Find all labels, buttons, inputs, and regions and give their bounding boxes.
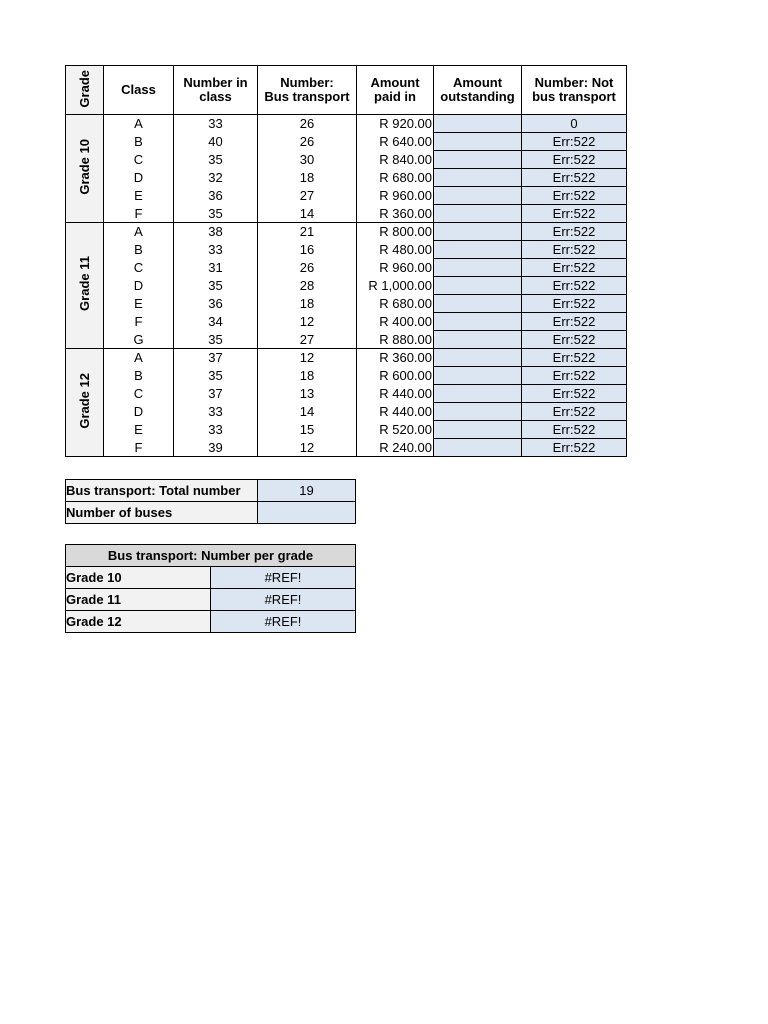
table-row bbox=[66, 241, 627, 259]
class-cell[interactable]: F bbox=[104, 313, 174, 331]
per-grade-row bbox=[66, 611, 356, 633]
amount-outstanding-cell[interactable] bbox=[434, 277, 522, 295]
class-cell[interactable]: D bbox=[104, 169, 174, 187]
amount-outstanding-cell[interactable] bbox=[434, 367, 522, 385]
table-row bbox=[66, 349, 627, 367]
amount-paid-cell[interactable]: R 360.00 bbox=[357, 349, 434, 367]
header-grade[interactable]: Grade bbox=[66, 66, 104, 115]
not-bus-transport-cell[interactable]: Err:522 bbox=[522, 421, 627, 439]
amount-paid-cell[interactable]: R 360.00 bbox=[357, 205, 434, 223]
number-in-class-cell[interactable]: 37 bbox=[174, 385, 258, 403]
not-bus-transport-cell[interactable]: Err:522 bbox=[522, 241, 627, 259]
bus-transport-cell[interactable]: 21 bbox=[258, 223, 357, 241]
table-row bbox=[66, 331, 627, 349]
not-bus-transport-cell[interactable]: Err:522 bbox=[522, 223, 627, 241]
not-bus-transport-cell[interactable]: Err:522 bbox=[522, 367, 627, 385]
table-row bbox=[66, 277, 627, 295]
number-in-class-cell[interactable]: 39 bbox=[174, 439, 258, 457]
amount-outstanding-cell[interactable] bbox=[434, 439, 522, 457]
header-class[interactable]: Class bbox=[104, 66, 174, 115]
not-bus-transport-cell[interactable]: Err:522 bbox=[522, 331, 627, 349]
per-grade-value[interactable]: #REF! bbox=[211, 567, 356, 589]
amount-paid-cell[interactable]: R 800.00 bbox=[357, 223, 434, 241]
amount-paid-cell[interactable]: R 600.00 bbox=[357, 367, 434, 385]
bus-transport-cell[interactable]: 26 bbox=[258, 115, 357, 133]
amount-paid-cell[interactable]: R 840.00 bbox=[357, 151, 434, 169]
per-grade-label[interactable]: Grade 11 bbox=[66, 589, 211, 611]
number-in-class-cell[interactable]: 35 bbox=[174, 151, 258, 169]
class-cell[interactable]: A bbox=[104, 115, 174, 133]
not-bus-transport-cell[interactable]: Err:522 bbox=[522, 439, 627, 457]
table-row bbox=[66, 115, 627, 133]
amount-outstanding-cell[interactable] bbox=[434, 331, 522, 349]
class-cell[interactable]: B bbox=[104, 367, 174, 385]
amount-paid-cell[interactable]: R 920.00 bbox=[357, 115, 434, 133]
amount-paid-cell[interactable]: R 680.00 bbox=[357, 295, 434, 313]
table-row bbox=[66, 403, 627, 421]
amount-outstanding-cell[interactable] bbox=[434, 133, 522, 151]
amount-outstanding-cell[interactable] bbox=[434, 169, 522, 187]
class-cell[interactable]: C bbox=[104, 385, 174, 403]
bus-transport-cell[interactable]: 28 bbox=[258, 277, 357, 295]
header-amount-outstanding[interactable]: Amount outstanding bbox=[434, 66, 522, 115]
per-grade-label[interactable]: Grade 12 bbox=[66, 611, 211, 633]
number-in-class-cell[interactable]: 33 bbox=[174, 421, 258, 439]
bus-transport-cell[interactable]: 14 bbox=[258, 403, 357, 421]
not-bus-transport-cell[interactable]: Err:522 bbox=[522, 187, 627, 205]
per-grade-header-row bbox=[66, 545, 356, 567]
bus-transport-cell[interactable]: 27 bbox=[258, 331, 357, 349]
amount-paid-cell[interactable]: R 880.00 bbox=[357, 331, 434, 349]
table-row bbox=[66, 385, 627, 403]
class-cell[interactable]: G bbox=[104, 331, 174, 349]
bus-transport-table bbox=[65, 65, 627, 457]
class-cell[interactable]: E bbox=[104, 295, 174, 313]
class-cell[interactable]: E bbox=[104, 421, 174, 439]
header-number-in-class[interactable]: Number in class bbox=[174, 66, 258, 115]
table-row bbox=[66, 187, 627, 205]
not-bus-transport-cell[interactable]: Err:522 bbox=[522, 169, 627, 187]
amount-paid-cell[interactable]: R 1,000.00 bbox=[357, 277, 434, 295]
number-in-class-cell[interactable]: 33 bbox=[174, 115, 258, 133]
number-in-class-cell[interactable]: 40 bbox=[174, 133, 258, 151]
not-bus-transport-cell[interactable]: Err:522 bbox=[522, 385, 627, 403]
amount-outstanding-cell[interactable] bbox=[434, 403, 522, 421]
number-in-class-cell[interactable]: 35 bbox=[174, 367, 258, 385]
table-row bbox=[66, 151, 627, 169]
class-cell[interactable]: F bbox=[104, 205, 174, 223]
bus-transport-cell[interactable]: 18 bbox=[258, 169, 357, 187]
class-cell[interactable]: B bbox=[104, 133, 174, 151]
table-row bbox=[66, 169, 627, 187]
header-amount-paid[interactable]: Amount paid in bbox=[357, 66, 434, 115]
amount-paid-cell[interactable]: R 640.00 bbox=[357, 133, 434, 151]
per-grade-row bbox=[66, 567, 356, 589]
grade-group-cell[interactable]: Grade 10 bbox=[66, 115, 104, 223]
number-in-class-cell[interactable]: 36 bbox=[174, 187, 258, 205]
table-row bbox=[66, 295, 627, 313]
bus-transport-cell[interactable]: 26 bbox=[258, 133, 357, 151]
class-cell[interactable]: D bbox=[104, 277, 174, 295]
amount-outstanding-cell[interactable] bbox=[434, 187, 522, 205]
amount-outstanding-cell[interactable] bbox=[434, 115, 522, 133]
total-number-cell[interactable]: 19 bbox=[258, 480, 356, 502]
amount-outstanding-cell[interactable] bbox=[434, 151, 522, 169]
class-cell[interactable]: E bbox=[104, 187, 174, 205]
number-in-class-cell[interactable]: 33 bbox=[174, 403, 258, 421]
total-row bbox=[66, 480, 356, 502]
number-of-buses-cell[interactable] bbox=[258, 502, 356, 524]
bus-transport-cell[interactable]: 15 bbox=[258, 421, 357, 439]
amount-paid-cell[interactable]: R 520.00 bbox=[357, 421, 434, 439]
per-grade-value[interactable]: #REF! bbox=[211, 589, 356, 611]
amount-outstanding-cell[interactable] bbox=[434, 259, 522, 277]
per-grade-label[interactable]: Grade 10 bbox=[66, 567, 211, 589]
number-in-class-cell[interactable]: 38 bbox=[174, 223, 258, 241]
amount-outstanding-cell[interactable] bbox=[434, 313, 522, 331]
class-cell[interactable]: B bbox=[104, 241, 174, 259]
class-cell[interactable]: C bbox=[104, 259, 174, 277]
number-in-class-cell[interactable]: 35 bbox=[174, 277, 258, 295]
not-bus-transport-cell[interactable]: 0 bbox=[522, 115, 627, 133]
amount-paid-cell[interactable]: R 960.00 bbox=[357, 187, 434, 205]
bus-transport-cell[interactable]: 16 bbox=[258, 241, 357, 259]
amount-outstanding-cell[interactable] bbox=[434, 421, 522, 439]
table-row bbox=[66, 205, 627, 223]
bus-transport-cell[interactable]: 26 bbox=[258, 259, 357, 277]
per-grade-row bbox=[66, 589, 356, 611]
bus-transport-cell[interactable]: 12 bbox=[258, 439, 357, 457]
table-row bbox=[66, 313, 627, 331]
amount-outstanding-cell[interactable] bbox=[434, 223, 522, 241]
not-bus-transport-cell[interactable]: Err:522 bbox=[522, 313, 627, 331]
not-bus-transport-cell[interactable]: Err:522 bbox=[522, 133, 627, 151]
bus-transport-cell[interactable]: 30 bbox=[258, 151, 357, 169]
number-in-class-cell[interactable]: 35 bbox=[174, 331, 258, 349]
grade-group-cell[interactable]: Grade 12 bbox=[66, 349, 104, 457]
number-in-class-cell[interactable]: 31 bbox=[174, 259, 258, 277]
amount-paid-cell[interactable]: R 240.00 bbox=[357, 439, 434, 457]
not-bus-transport-cell[interactable]: Err:522 bbox=[522, 349, 627, 367]
header-not-bus-transport[interactable]: Number: Not bus transport bbox=[522, 66, 627, 115]
number-in-class-cell[interactable]: 32 bbox=[174, 169, 258, 187]
amount-paid-cell[interactable]: R 440.00 bbox=[357, 403, 434, 421]
bus-transport-cell[interactable]: 18 bbox=[258, 295, 357, 313]
amount-outstanding-cell[interactable] bbox=[434, 295, 522, 313]
total-number-label[interactable]: Bus transport: Total number bbox=[66, 480, 258, 502]
amount-paid-cell[interactable]: R 440.00 bbox=[357, 385, 434, 403]
not-bus-transport-cell[interactable]: Err:522 bbox=[522, 151, 627, 169]
per-grade-value[interactable]: #REF! bbox=[211, 611, 356, 633]
amount-paid-cell[interactable]: R 680.00 bbox=[357, 169, 434, 187]
class-cell[interactable]: D bbox=[104, 403, 174, 421]
totals-table bbox=[65, 479, 356, 524]
header-row bbox=[66, 66, 627, 115]
table-row bbox=[66, 367, 627, 385]
bus-transport-cell[interactable]: 13 bbox=[258, 385, 357, 403]
amount-outstanding-cell[interactable] bbox=[434, 349, 522, 367]
class-cell[interactable]: C bbox=[104, 151, 174, 169]
buses-row bbox=[66, 502, 356, 524]
not-bus-transport-cell[interactable]: Err:522 bbox=[522, 295, 627, 313]
table-row bbox=[66, 223, 627, 241]
table-row bbox=[66, 133, 627, 151]
not-bus-transport-cell[interactable]: Err:522 bbox=[522, 259, 627, 277]
not-bus-transport-cell[interactable]: Err:522 bbox=[522, 403, 627, 421]
number-in-class-cell[interactable]: 37 bbox=[174, 349, 258, 367]
bus-transport-cell[interactable]: 14 bbox=[258, 205, 357, 223]
bus-transport-cell[interactable]: 27 bbox=[258, 187, 357, 205]
amount-paid-cell[interactable]: R 480.00 bbox=[357, 241, 434, 259]
number-in-class-cell[interactable]: 36 bbox=[174, 295, 258, 313]
bus-transport-cell[interactable]: 12 bbox=[258, 349, 357, 367]
amount-paid-cell[interactable]: R 960.00 bbox=[357, 259, 434, 277]
number-of-buses-label[interactable]: Number of buses bbox=[66, 502, 258, 524]
bus-transport-cell[interactable]: 12 bbox=[258, 313, 357, 331]
not-bus-transport-cell[interactable]: Err:522 bbox=[522, 205, 627, 223]
amount-outstanding-cell[interactable] bbox=[434, 241, 522, 259]
class-cell[interactable]: A bbox=[104, 223, 174, 241]
class-cell[interactable]: A bbox=[104, 349, 174, 367]
number-in-class-cell[interactable]: 35 bbox=[174, 205, 258, 223]
grade-group-cell[interactable]: Grade 11 bbox=[66, 223, 104, 349]
number-in-class-cell[interactable]: 34 bbox=[174, 313, 258, 331]
class-cell[interactable]: F bbox=[104, 439, 174, 457]
table-row bbox=[66, 259, 627, 277]
per-grade-table bbox=[65, 544, 356, 633]
per-grade-title[interactable]: Bus transport: Number per grade bbox=[66, 545, 356, 567]
amount-outstanding-cell[interactable] bbox=[434, 385, 522, 403]
not-bus-transport-cell[interactable]: Err:522 bbox=[522, 277, 627, 295]
header-bus-transport[interactable]: Number: Bus transport bbox=[258, 66, 357, 115]
amount-outstanding-cell[interactable] bbox=[434, 205, 522, 223]
amount-paid-cell[interactable]: R 400.00 bbox=[357, 313, 434, 331]
bus-transport-cell[interactable]: 18 bbox=[258, 367, 357, 385]
table-row bbox=[66, 439, 627, 457]
table-row bbox=[66, 421, 627, 439]
number-in-class-cell[interactable]: 33 bbox=[174, 241, 258, 259]
